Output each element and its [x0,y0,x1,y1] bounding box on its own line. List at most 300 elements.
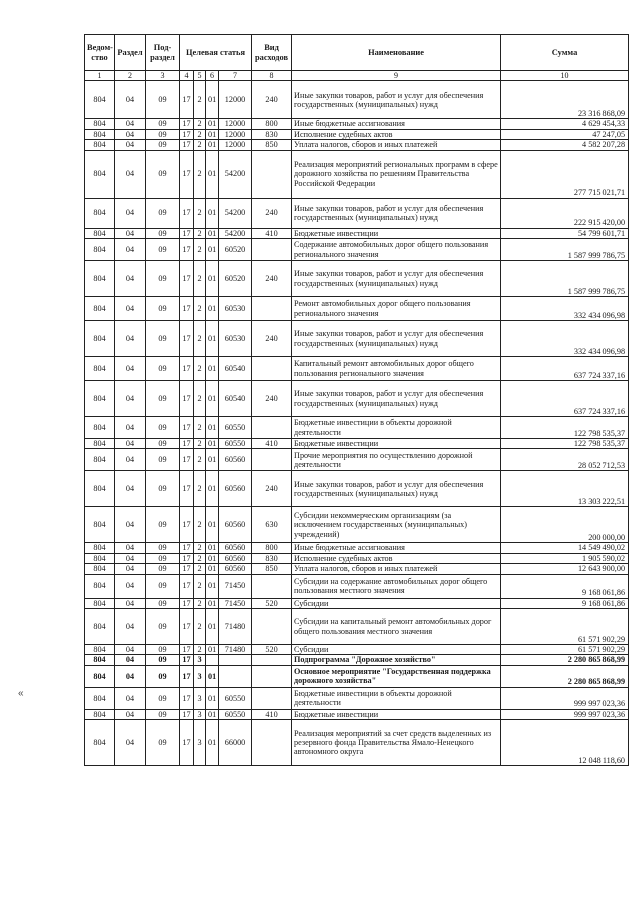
header-ved: Ведом-ство [85,35,115,71]
code-ved: 804 [85,720,115,766]
code-razdel: 04 [115,598,146,608]
code-target-4: 60560 [219,507,252,543]
code-target-4: 12000 [219,129,252,139]
code-target-2: 2 [194,471,206,507]
code-razdel: 04 [115,507,146,543]
table-row [85,655,629,665]
code-target-2: 2 [194,297,206,321]
row-sum: 637 724 337,16 [501,357,629,381]
code-razdel: 04 [115,239,146,261]
code-ved: 804 [85,598,115,608]
code-target-4: 60540 [219,357,252,381]
code-podrazdel: 09 [146,198,180,228]
code-razdel: 04 [115,439,146,449]
row-sum: 23 316 868,09 [501,81,629,119]
code-target-1: 17 [180,507,194,543]
code-razdel: 04 [115,543,146,553]
code-target-3: 01 [206,321,219,357]
row-name: Иные закупки товаров, работ и услуг для обеспечения государственных (муниципальных) нужд [292,261,501,297]
row-name: Бюджетные инвестиции [292,228,501,238]
code-podrazdel: 09 [146,720,180,766]
header-razdel: Раздел [115,35,146,71]
code-podrazdel: 09 [146,261,180,297]
code-vid [252,609,292,645]
code-razdel: 04 [115,417,146,439]
code-vid: 240 [252,81,292,119]
row-sum: 4 629 454,33 [501,119,629,129]
table-row [85,321,629,357]
code-target-2: 2 [194,417,206,439]
code-podrazdel: 09 [146,119,180,129]
row-sum: 637 724 337,16 [501,381,629,417]
table-row [85,357,629,381]
code-podrazdel: 09 [146,598,180,608]
code-target-1: 17 [180,239,194,261]
code-target-3: 01 [206,228,219,238]
code-target-4: 60560 [219,543,252,553]
code-target-1: 17 [180,564,194,574]
table-row [85,228,629,238]
code-razdel: 04 [115,665,146,687]
row-sum: 4 582 207,28 [501,140,629,150]
code-vid [252,655,292,665]
code-podrazdel: 09 [146,655,180,665]
row-sum: 277 715 021,71 [501,150,629,198]
row-sum: 1 587 999 786,75 [501,261,629,297]
code-target-3: 01 [206,720,219,766]
code-vid: 850 [252,140,292,150]
col-number: 8 [252,71,292,81]
code-vid [252,150,292,198]
table-row [85,150,629,198]
row-name: Субсидии некоммерческим организациям (за исключением государственных (муниципальных) учреждений) [292,507,501,543]
code-target-4: 60560 [219,449,252,471]
code-target-3: 01 [206,687,219,709]
code-razdel: 04 [115,228,146,238]
code-target-2: 2 [194,439,206,449]
code-razdel: 04 [115,687,146,709]
row-sum: 13 303 222,51 [501,471,629,507]
code-razdel: 04 [115,645,146,655]
code-target-4: 12000 [219,140,252,150]
code-target-1: 17 [180,119,194,129]
code-vid: 630 [252,507,292,543]
code-podrazdel: 09 [146,239,180,261]
code-target-3: 01 [206,564,219,574]
code-target-1: 17 [180,129,194,139]
code-razdel: 04 [115,655,146,665]
code-podrazdel: 09 [146,449,180,471]
code-ved: 804 [85,417,115,439]
row-name: Субсидии [292,598,501,608]
code-target-1: 17 [180,471,194,507]
col-number: 4 [180,71,194,81]
code-target-3: 01 [206,507,219,543]
code-target-2: 2 [194,357,206,381]
code-target-2: 3 [194,720,206,766]
table-row [85,709,629,719]
code-vid: 410 [252,439,292,449]
row-sum: 54 799 601,71 [501,228,629,238]
code-razdel: 04 [115,564,146,574]
table-row [85,609,629,645]
header-vid: Вид расходов [252,35,292,71]
row-sum: 2 280 865 868,99 [501,655,629,665]
row-name: Иные закупки товаров, работ и услуг для обеспечения государственных (муниципальных) нужд [292,471,501,507]
code-podrazdel: 09 [146,553,180,563]
code-vid: 800 [252,543,292,553]
code-target-3: 01 [206,381,219,417]
table-row [85,198,629,228]
code-target-4: 60520 [219,261,252,297]
code-target-3: 01 [206,239,219,261]
row-name: Бюджетные инвестиции [292,709,501,719]
code-ved: 804 [85,357,115,381]
row-name: Иные закупки товаров, работ и услуг для обеспечения государственных (муниципальных) нужд [292,381,501,417]
code-target-3: 01 [206,198,219,228]
code-target-3: 01 [206,439,219,449]
code-razdel: 04 [115,553,146,563]
code-ved: 804 [85,439,115,449]
code-target-2: 2 [194,81,206,119]
code-target-1: 17 [180,720,194,766]
table-row [85,564,629,574]
code-ved: 804 [85,471,115,507]
code-target-3: 01 [206,261,219,297]
code-razdel: 04 [115,150,146,198]
row-name: Исполнение судебных актов [292,129,501,139]
table-row [85,598,629,608]
code-ved: 804 [85,687,115,709]
row-name: Иные закупки товаров, работ и услуг для обеспечения государственных (муниципальных) нужд [292,321,501,357]
row-name: Исполнение судебных актов [292,553,501,563]
code-target-3 [206,655,219,665]
code-target-1: 17 [180,297,194,321]
table-row [85,507,629,543]
code-target-1: 17 [180,140,194,150]
row-sum: 1 587 999 786,75 [501,239,629,261]
table-row [85,471,629,507]
code-podrazdel: 09 [146,564,180,574]
code-target-1: 17 [180,381,194,417]
code-target-1: 17 [180,687,194,709]
row-sum: 200 000,00 [501,507,629,543]
code-ved: 804 [85,665,115,687]
code-ved: 804 [85,150,115,198]
code-podrazdel: 09 [146,417,180,439]
code-razdel: 04 [115,720,146,766]
row-sum: 332 434 096,98 [501,297,629,321]
code-target-4 [219,665,252,687]
code-vid [252,687,292,709]
code-target-2: 2 [194,228,206,238]
row-sum: 2 280 865 868,99 [501,665,629,687]
code-vid: 830 [252,129,292,139]
code-target-1: 17 [180,357,194,381]
code-vid: 520 [252,645,292,655]
code-ved: 804 [85,239,115,261]
code-target-1: 17 [180,553,194,563]
code-target-3: 01 [206,449,219,471]
code-ved: 804 [85,574,115,598]
code-target-3: 01 [206,665,219,687]
col-number: 10 [501,71,629,81]
code-target-1: 17 [180,543,194,553]
code-ved: 804 [85,261,115,297]
code-razdel: 04 [115,471,146,507]
code-target-2: 2 [194,381,206,417]
table-row [85,543,629,553]
code-razdel: 04 [115,574,146,598]
row-sum: 122 798 535,37 [501,417,629,439]
row-name: Основное мероприятие "Государственная поддержка дорожного хозяйства" [292,665,501,687]
code-ved: 804 [85,198,115,228]
code-razdel: 04 [115,261,146,297]
code-target-3: 01 [206,645,219,655]
row-sum: 122 798 535,37 [501,439,629,449]
code-ved: 804 [85,553,115,563]
row-name: Субсидии на капитальный ремонт автомобильных дорог общего пользования местного значения [292,609,501,645]
code-target-2: 2 [194,140,206,150]
code-target-2: 3 [194,687,206,709]
code-podrazdel: 09 [146,81,180,119]
row-name: Бюджетные инвестиции в объекты дорожной деятельности [292,687,501,709]
table-row [85,553,629,563]
code-target-2: 2 [194,239,206,261]
code-target-4: 71450 [219,574,252,598]
code-vid: 850 [252,564,292,574]
table-row [85,687,629,709]
row-name: Прочие мероприятия по осуществлению дорожной деятельности [292,449,501,471]
code-target-4: 66000 [219,720,252,766]
code-target-2: 2 [194,574,206,598]
code-target-4 [219,655,252,665]
row-name: Капитальный ремонт автомобильных дорог общего пользования регионального значения [292,357,501,381]
table-row [85,574,629,598]
code-razdel: 04 [115,321,146,357]
row-sum: 999 997 023,36 [501,709,629,719]
code-podrazdel: 09 [146,381,180,417]
code-ved: 804 [85,543,115,553]
code-target-4: 60540 [219,381,252,417]
code-target-3: 01 [206,553,219,563]
code-target-3: 01 [206,297,219,321]
code-vid [252,239,292,261]
code-ved: 804 [85,129,115,139]
code-target-1: 17 [180,439,194,449]
code-podrazdel: 09 [146,645,180,655]
table-row [85,417,629,439]
code-target-4: 71450 [219,598,252,608]
code-target-2: 2 [194,609,206,645]
code-podrazdel: 09 [146,150,180,198]
code-target-1: 17 [180,665,194,687]
code-vid: 240 [252,261,292,297]
code-vid: 410 [252,709,292,719]
code-target-4: 60550 [219,687,252,709]
code-podrazdel: 09 [146,297,180,321]
budget-table-sheet [84,34,628,766]
row-name: Уплата налогов, сборов и иных платежей [292,564,501,574]
table-row [85,439,629,449]
table-row [85,81,629,119]
code-vid [252,449,292,471]
code-podrazdel: 09 [146,357,180,381]
code-ved: 804 [85,709,115,719]
code-target-2: 2 [194,553,206,563]
code-razdel: 04 [115,709,146,719]
header-target: Целевая статья [180,35,252,71]
code-razdel: 04 [115,119,146,129]
code-target-3: 01 [206,81,219,119]
row-name: Субсидии [292,645,501,655]
code-podrazdel: 09 [146,574,180,598]
table-header-row [85,35,629,71]
code-target-2: 3 [194,709,206,719]
code-podrazdel: 09 [146,228,180,238]
col-number: 6 [206,71,219,81]
code-target-2: 2 [194,564,206,574]
code-vid [252,574,292,598]
code-target-2: 2 [194,598,206,608]
code-target-3: 01 [206,129,219,139]
row-sum: 28 052 712,53 [501,449,629,471]
table-row [85,140,629,150]
code-podrazdel: 09 [146,129,180,139]
code-vid: 240 [252,321,292,357]
row-sum: 222 915 420,00 [501,198,629,228]
code-target-3: 01 [206,709,219,719]
code-target-4: 60530 [219,321,252,357]
code-podrazdel: 09 [146,321,180,357]
code-podrazdel: 09 [146,687,180,709]
code-target-1: 17 [180,598,194,608]
row-sum: 61 571 902,29 [501,645,629,655]
code-ved: 804 [85,81,115,119]
row-name: Бюджетные инвестиции [292,439,501,449]
margin-mark: « [18,688,24,699]
budget-table [84,34,629,766]
table-row [85,261,629,297]
code-target-2: 2 [194,150,206,198]
col-number: 3 [146,71,180,81]
table-row [85,239,629,261]
table-row [85,720,629,766]
code-vid: 830 [252,553,292,563]
table-row [85,297,629,321]
code-target-1: 17 [180,150,194,198]
col-number: 5 [194,71,206,81]
code-target-3: 01 [206,357,219,381]
row-name: Иные закупки товаров, работ и услуг для обеспечения государственных (муниципальных) нужд [292,81,501,119]
code-vid: 240 [252,471,292,507]
code-razdel: 04 [115,198,146,228]
row-sum: 61 571 902,29 [501,609,629,645]
code-target-4: 54200 [219,198,252,228]
row-sum: 9 168 061,86 [501,598,629,608]
code-target-3: 01 [206,140,219,150]
code-target-3: 01 [206,609,219,645]
row-name: Ремонт автомобильных дорог общего пользования регионального значения [292,297,501,321]
code-target-2: 3 [194,655,206,665]
code-target-4: 60520 [219,239,252,261]
code-vid [252,297,292,321]
column-numbering-row [85,71,629,81]
code-target-3: 01 [206,543,219,553]
row-name: Реализация мероприятий за счет средств выделенных из резервного фонда Правительства Ямало-Ненецкого автономного округа [292,720,501,766]
code-target-4: 60550 [219,709,252,719]
code-vid [252,720,292,766]
code-target-1: 17 [180,655,194,665]
code-ved: 804 [85,609,115,645]
code-ved: 804 [85,449,115,471]
code-target-1: 17 [180,645,194,655]
code-target-3: 01 [206,574,219,598]
code-target-1: 17 [180,81,194,119]
row-name: Подпрограмма "Дорожное хозяйство" [292,655,501,665]
col-number: 1 [85,71,115,81]
code-razdel: 04 [115,297,146,321]
code-target-1: 17 [180,574,194,598]
row-name: Бюджетные инвестиции в объекты дорожной деятельности [292,417,501,439]
code-vid: 520 [252,598,292,608]
table-row [85,645,629,655]
code-target-1: 17 [180,417,194,439]
code-ved: 804 [85,119,115,129]
code-razdel: 04 [115,140,146,150]
code-target-4: 54200 [219,150,252,198]
row-sum: 14 549 490,02 [501,543,629,553]
code-target-4: 60560 [219,553,252,563]
code-razdel: 04 [115,449,146,471]
row-name: Иные бюджетные ассигнования [292,543,501,553]
code-target-2: 2 [194,449,206,471]
code-vid: 240 [252,198,292,228]
code-target-3: 01 [206,598,219,608]
code-razdel: 04 [115,81,146,119]
col-number: 7 [219,71,252,81]
code-target-2: 3 [194,665,206,687]
code-vid: 410 [252,228,292,238]
code-target-1: 17 [180,321,194,357]
code-vid [252,417,292,439]
code-ved: 804 [85,228,115,238]
row-sum: 9 168 061,86 [501,574,629,598]
code-target-2: 2 [194,645,206,655]
code-razdel: 04 [115,129,146,139]
code-target-3: 01 [206,150,219,198]
row-name: Иные бюджетные ассигнования [292,119,501,129]
code-ved: 804 [85,140,115,150]
code-target-1: 17 [180,709,194,719]
code-podrazdel: 09 [146,609,180,645]
code-razdel: 04 [115,381,146,417]
code-target-4: 12000 [219,81,252,119]
code-target-2: 2 [194,507,206,543]
table-row [85,119,629,129]
col-number: 9 [292,71,501,81]
header-podrazdel: Под-раздел [146,35,180,71]
code-razdel: 04 [115,609,146,645]
code-target-4: 12000 [219,119,252,129]
code-target-1: 17 [180,228,194,238]
row-name: Иные закупки товаров, работ и услуг для обеспечения государственных (муниципальных) нужд [292,198,501,228]
code-podrazdel: 09 [146,507,180,543]
code-target-3: 01 [206,119,219,129]
header-name: Наименование [292,35,501,71]
code-target-4: 54200 [219,228,252,238]
code-ved: 804 [85,381,115,417]
